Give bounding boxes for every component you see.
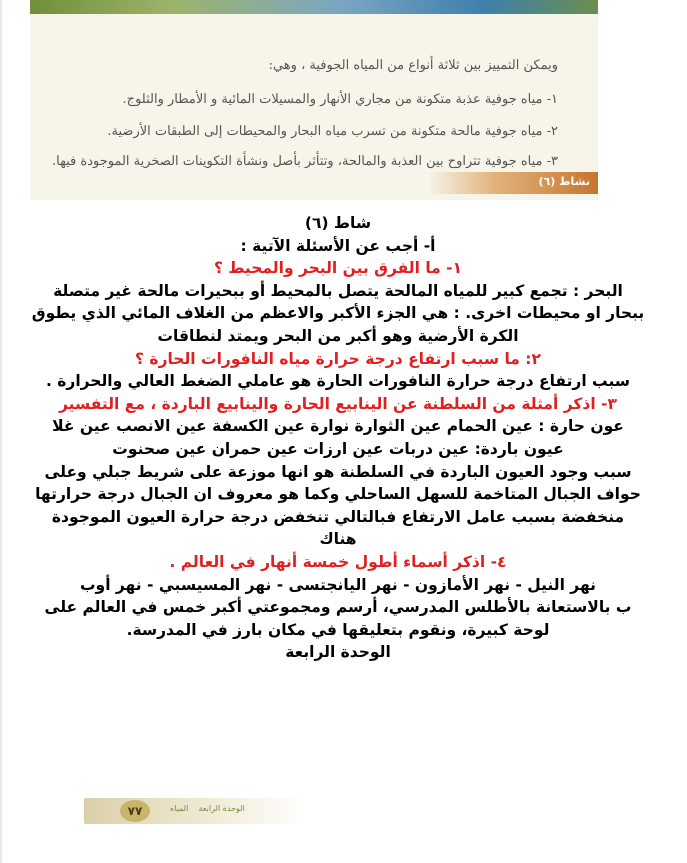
question-2: ٢: ما سبب ارتفاع درجة حرارة مياه النافورات الحارة ؟ — [135, 349, 541, 368]
question-3: ٣- اذكر أمثلة من السلطنة عن الينابيع الحارة والينابيع الباردة ، مع التفسير — [59, 394, 617, 413]
scan-intro: ويمكن التمييز بين ثلاثة أنواع من المياه الجوفية ، وهي: — [268, 58, 558, 73]
answer-4-line-3: لوحة كبيرة، ونقوم بتعليقها في مكان بارز في المدرسة. — [126, 620, 550, 639]
answer-1-line-1: البحر : تجمع كبير للمياه المالحة يتصل بالمحيط أو ببحيرات مالحة غير متصلة — [53, 281, 623, 300]
page-edge — [0, 0, 2, 863]
top-photo-banner — [30, 0, 598, 14]
answer-3-line-3: سبب وجود العيون الباردة في السلطنة هو انها موزعة على شريط جبلي وعلى — [44, 462, 632, 481]
footer-labels — [170, 804, 245, 813]
answer-3-line-6: هناك — [319, 530, 357, 549]
page-number: ٧٧ — [120, 800, 150, 822]
answer-2: سبب ارتفاع درجة حرارة النافورات الحارة هو عاملي الضغط العالي والحرارة . — [45, 372, 631, 391]
footer-topic-label: المياه — [170, 804, 189, 813]
footer-unit-label: الوحدة الرابعة — [198, 804, 245, 813]
instruction: أ- أجب عن الأسئلة الآتية : — [240, 236, 436, 255]
scan-item-1: ١- مياه جوفية عذبة متكونة من مجاري الأنهار والمسيلات المائية و الأمطار والثلوج. — [122, 92, 558, 107]
answer-1-line-3: الكرة الأرضية وهو أكبر من البحر ويمتد لنطاقات — [157, 326, 519, 345]
activity-heading: شاط (٦) — [304, 214, 372, 232]
activity-strip — [428, 172, 598, 194]
answer-4-line-1: نهر النيل - نهر الأمازون - نهر اليانجتسى - نهر المسيسبي - نهر أوب — [79, 575, 597, 594]
answer-3-line-1: عون حارة : عين الحمام عين الثوارة نوارة عين الكسفة عين الانصب عين غلا — [52, 417, 624, 436]
answer-1-line-2: ببحار او محيطات اخرى. : هي الجزء الأكبر والاعظم من الغلاف المائي الذي يطوق — [31, 304, 645, 323]
answer-3-line-4: حواف الجبال المتاخمة للسهل الساحلي وكما هو معروف ان الجبال درجة حرارتها — [35, 485, 641, 504]
answer-content — [18, 212, 658, 664]
unit-title: الوحدة الرابعة — [285, 643, 391, 662]
answer-4-line-2: ب بالاستعانة بالأطلس المدرسي، أرسم ومجموعتي أكبر خمس في العالم على — [44, 598, 632, 617]
answer-3-line-2: عيون باردة: عين دربات عين ارزات عين حمران عين صحنوت — [112, 439, 564, 458]
scan-item-3: ٣- مياه جوفية تتراوح بين العذبة والمالحة، وتتأثر بأصل ونشأة التكوينات الصخرية الموجودة فيها. — [52, 154, 558, 169]
question-4: ٤- اذكر أسماء أطول خمسة أنهار في العالم . — [169, 552, 507, 571]
answer-3-line-5: منخفضة بسبب عامل الارتفاع فبالتالي تنخفض درجة حرارة العيون الموجودة — [51, 507, 625, 526]
textbook-scan — [30, 14, 598, 200]
scan-item-2: ٢- مياه جوفية مالحة متكونة من تسرب مياه البحار والمحيطات إلى الطبقات الأرضية. — [107, 124, 558, 139]
question-1: ١- ما الفرق بين البحر والمحيط ؟ — [213, 259, 463, 278]
activity-label: نشاط (٦) — [538, 175, 590, 188]
